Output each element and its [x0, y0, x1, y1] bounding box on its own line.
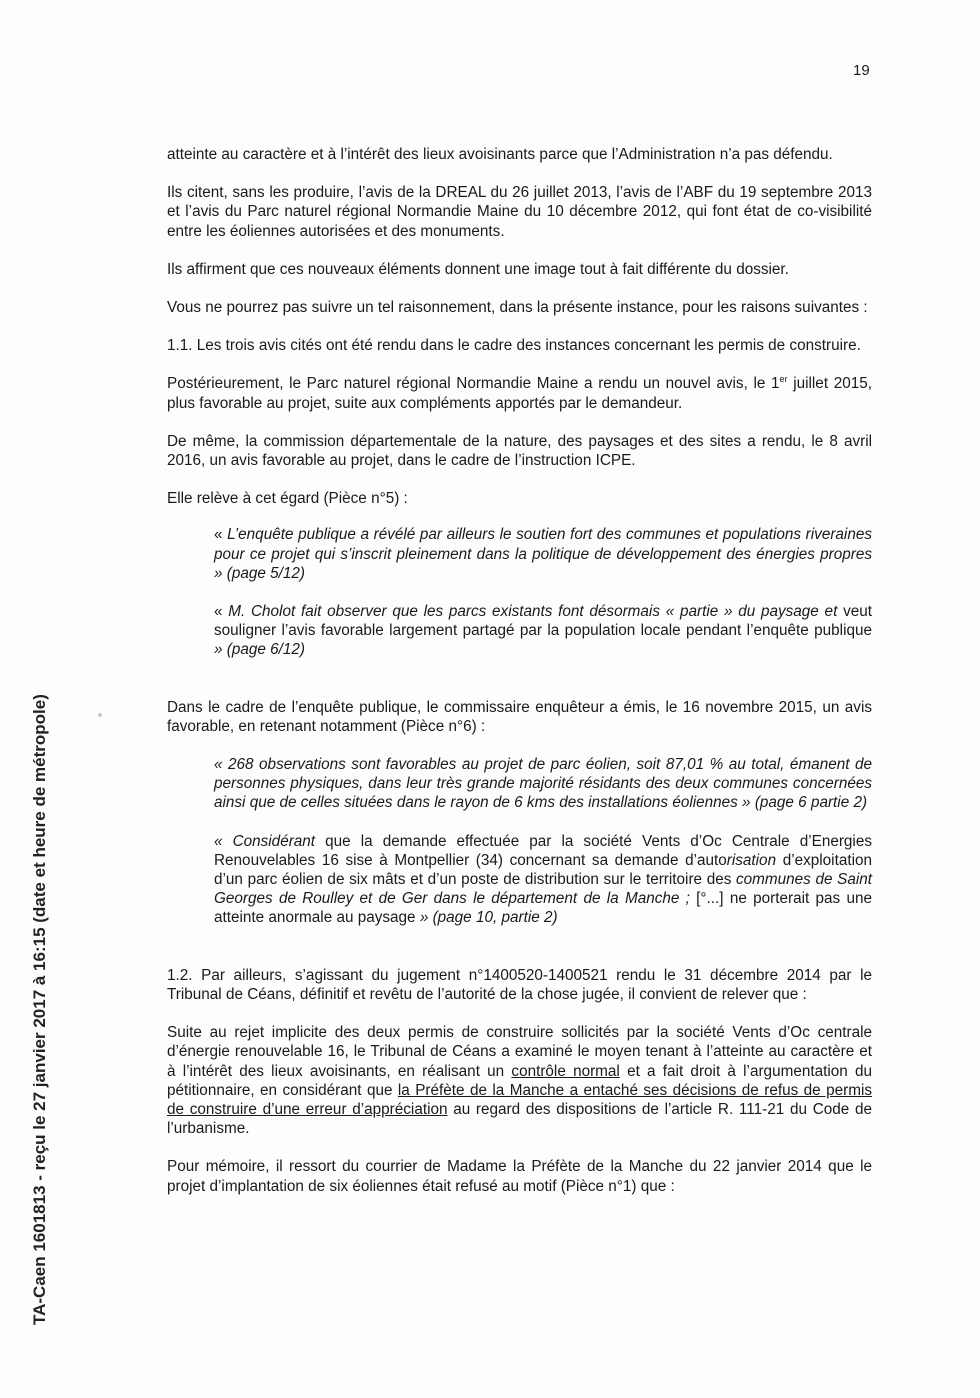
paragraph-posterieurement	[167, 374, 872, 412]
quote-text-plain: [°...] ne porterait pas une atteinte anormale au paysage	[214, 890, 872, 927]
page-number: 19	[853, 62, 870, 79]
paragraph-section-1-2: 1.2. Par ailleurs, s’agissant du jugement n°1400520-1400521 rendu le 31 décembre 2014 par le Tribunal de Céans, définitif et revêtu de l’autorité de la chose jugée, il convient de relever que :	[167, 966, 872, 1003]
paragraph-commissaire: Dans le cadre de l’enquête publique, le commissaire enquêteur a émis, le 16 novembre 2015, un avis favorable, en retenant notamment (Pièce n°6) :	[167, 698, 872, 735]
paragraph-section-1-1: 1.1. Les trois avis cités ont été rendu dans le cadre des instances concernant les permis de construire.	[167, 337, 861, 355]
reception-stamp: TA-Caen 1601813 - reçu le 27 janvier 2017 à 16:15 (date et heure de métropole)	[30, 694, 49, 1325]
quote-enquete	[214, 525, 872, 583]
quote-text-plain: veut souligner l’avis favorable largement partagé par la population locale pendant l’enquête publique	[214, 603, 872, 640]
paragraph-rejet	[167, 1023, 872, 1138]
document-body	[167, 145, 872, 1196]
quote-text: L’enquête publique a révélé par ailleurs le soutien fort des communes et populations riveraines pour ce projet qui s’inscrit pleinement dans la politique de développement des énergies propres » (page 5/12)	[214, 526, 872, 582]
paragraph-avis-cites: Ils citent, sans les produire, l’avis de la DREAL du 26 juillet 2013, l’avis de l’ABF du 19 septembre 2013 et l’avis du Parc naturel régional Normandie Maine du 10 décembre 2012, qui font état de co-visibilité entre les éoliennes autorisées et des monuments.	[167, 184, 872, 240]
quote-open: «	[214, 526, 228, 544]
quote-text: communes de Saint Georges de Roulley et de Ger dans le département de la Manche ;	[214, 871, 872, 908]
quote-text-plain: d’exploitation d’un parc éolien de six mâts et d’un poste de distribution sur le territoire des	[214, 851, 872, 889]
quote-text: risation	[726, 851, 777, 869]
paragraph-affirment: Ils affirment que ces nouveaux éléments donnent une image tout à fait différente du dossier.	[167, 260, 789, 278]
quote-cholot	[214, 602, 872, 660]
paragraph-raisonnement: Vous ne pourrez pas suivre un tel raisonnement, dans la présente instance, pour les raisons suivantes :	[167, 299, 868, 317]
text-span: Suite au rejet implicite des deux permis de construire sollicités par la société Vents d’Oc centrale d’énergie renouvelable 16, le Tribunal de Céans a examiné le moyen tenant à l’atteinte au caractère et à l’intérêt des lieux avoisinants, en réalisant un	[167, 1024, 872, 1080]
paragraph-releve: Elle relève à cet égard (Pièce n°5) :	[167, 490, 408, 508]
text-span: Postérieurement, le Parc naturel régional Normandie Maine a rendu un nouvel avis, le 1	[167, 375, 780, 393]
paragraph-commission: De même, la commission départementale de la nature, des paysages et des sites a rendu, le 8 avril 2016, un avis favorable au projet, dans le cadre de l’instruction ICPE.	[167, 432, 872, 470]
text-span: et a fait droit à l’argumentation du pétitionnaire, en considérant que	[167, 1062, 872, 1099]
superscript: er	[779, 374, 788, 385]
quote-open: «	[214, 603, 229, 621]
text-span: au regard des dispositions de l’article R. 111-21 du Code de l’urbanisme.	[167, 1100, 872, 1138]
quote-end: » (page 10, partie 2)	[419, 909, 558, 927]
quote-text: M. Cholot fait observer que les parcs existants font désormais « partie » du paysage et	[228, 603, 838, 621]
underlined-text: contrôle normal	[511, 1062, 620, 1080]
quote-text: « Considérant	[214, 832, 316, 850]
paragraph-continuation: atteinte au caractère et à l’intérêt des lieux avoisinants parce que l’Administration n’a pas défendu.	[167, 146, 833, 163]
quote-observations: « 268 observations sont favorables au projet de parc éolien, soit 87,01 % au total, émanent de personnes physiques, dans leur très grande majorité résidants des deux communes concernées ainsi que de celles situées dans le rayon de 6 kms des installations éoliennes » (page 6 partie 2)	[214, 756, 872, 812]
underlined-text: la Préfète de la Manche a entaché ses décisions de refus de permis de construire d’une erreur d’appréciation	[167, 1081, 872, 1118]
quote-text-plain: que la demande effectuée par la société Vents d’Oc Centrale d’Energies Renouvelables 16 sise à Montpellier (34) concernant sa demande d’auto	[214, 832, 872, 869]
quote-end: » (page 6/12)	[214, 641, 305, 659]
text-span: juillet 2015, plus favorable au projet, suite aux compléments apportés par le demandeur.	[167, 375, 872, 412]
paragraph-memoire: Pour mémoire, il ressort du courrier de Madame la Préfète de la Manche du 22 janvier 2014 que le projet d’implantation de six éoliennes était refusé au motif (Pièce n°1) que :	[167, 1158, 872, 1195]
quote-considerant	[214, 832, 872, 928]
scan-speck	[98, 713, 102, 717]
